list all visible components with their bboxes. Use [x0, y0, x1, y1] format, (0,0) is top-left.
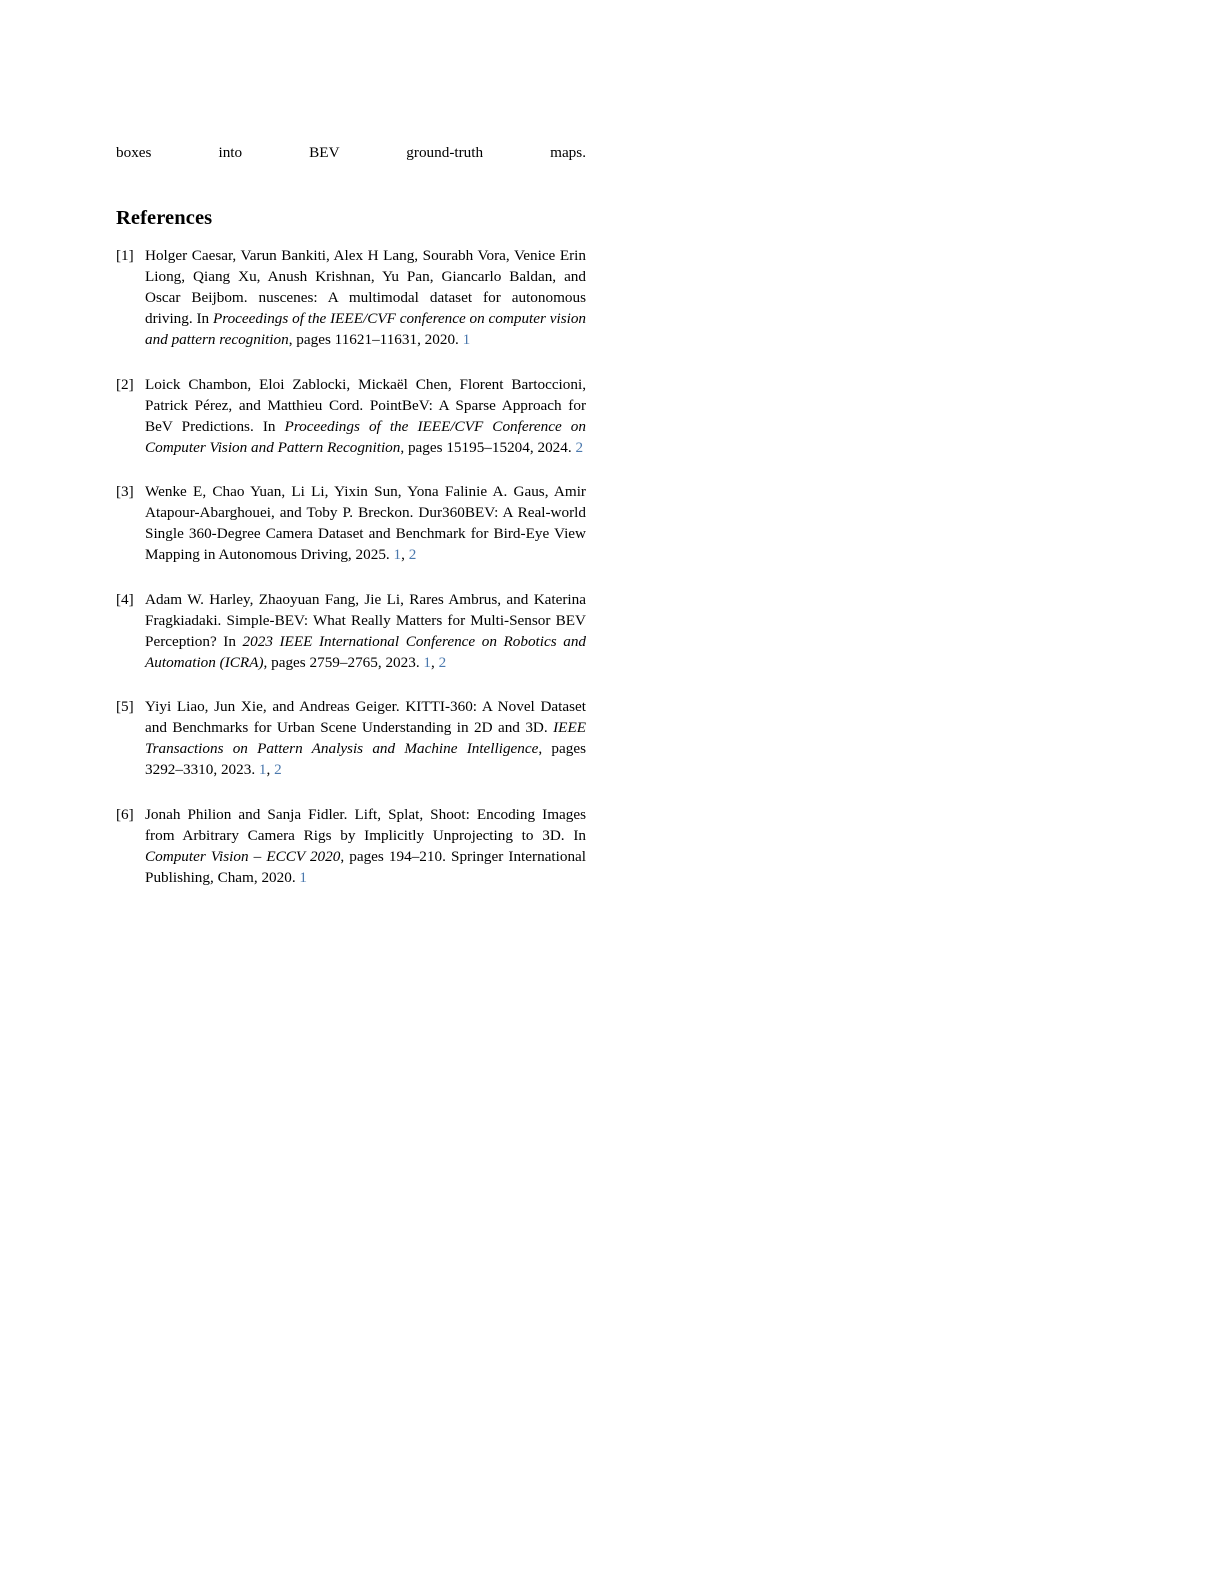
reference-text: Yiyi Liao, Jun Xie, and Andreas Geiger. KITTI-360: A Novel Dataset and Benchmarks for Urban Scene Understanding in 2D and 3D. IEEE Transactions on Pattern Analysis and Machine Intelligence, pages 3292–3310, 2023. 1, 2 [145, 698, 587, 778]
reference-entry [116, 589, 586, 694]
back-reference-link[interactable]: 2 [575, 438, 584, 456]
reference-pages: pages 11621–11631 [296, 331, 418, 348]
reference-pages: pages 15195–15204 [407, 438, 530, 456]
reference-text: Loick Chambon, Eloi Zablocki, Mickaël Chen, Florent Bartoccioni, Patrick Pérez, and Matthieu Cord. PointBeV: A Sparse Approach for BeV Predictions. In Proceedings of the IEEE/CVF Conference on Computer Vision and Pattern Recognition, pages 15195–15204, 2024. 2 [145, 375, 587, 456]
reference-title: PointBeV: A Sparse Approach for BeV Predictions. [145, 396, 587, 435]
reference-marker: [3] [116, 483, 134, 500]
reference-in-word: In [573, 826, 586, 844]
reference-entry [116, 696, 586, 801]
reference-marker: [2] [116, 375, 134, 393]
reference-entry [116, 374, 586, 479]
back-reference-separator: , [266, 761, 275, 778]
reference-authors: Holger Caesar, Varun Bankiti, Alex H Lang, Sourabh Vora, Venice Erin Liong, Qiang Xu, Anush Krishnan, Yu Pan, Giancarlo Baldan, and Oscar Beijbom. [145, 247, 586, 306]
continued-paragraph: boxes into BEV ground-truth maps. [116, 144, 586, 161]
back-reference-separator: , [431, 653, 439, 671]
reference-year: 2023. [385, 653, 420, 671]
reference-entry [116, 481, 586, 586]
reference-title: Dur360BEV: A Real-world Single 360-Degree Camera Dataset and Benchmark for Bird-Eye View Mapping in Autonomous Driving, [145, 504, 586, 563]
reference-venue: IEEE Transactions on Pattern Analysis and Machine Intelligence [145, 719, 587, 757]
reference-year: 2023. [220, 761, 256, 778]
text-column [116, 142, 586, 911]
reference-venue: Computer Vision – ECCV 2020 [145, 847, 341, 865]
reference-authors: Jonah Philion and Sanja Fidler. [145, 805, 348, 823]
back-reference-link[interactable]: 2 [438, 653, 447, 671]
reference-entry [116, 804, 586, 909]
reference-in-word: In [196, 310, 210, 327]
reference-text: Holger Caesar, Varun Bankiti, Alex H Lang, Sourabh Vora, Venice Erin Liong, Qiang Xu, Anush Krishnan, Yu Pan, Giancarlo Baldan, and Oscar Beijbom. nuscenes: A multimodal dataset for autonomous driving. In Proceedings of the IEEE/CVF conference on computer vision and pattern recognition, pages 11621–11631, 2020. 1 [145, 247, 587, 348]
reference-authors: Yiyi Liao, Jun Xie, and Andreas Geiger. [145, 698, 400, 715]
reference-title: Simple-BEV: What Really Matters for Multi-Sensor BEV Perception? [145, 611, 586, 650]
reference-year: 2025. [355, 546, 390, 563]
back-reference-link[interactable]: 2 [408, 546, 417, 563]
back-reference-link[interactable]: 1 [393, 546, 402, 563]
reference-year: Springer International Publishing, Cham, 2020. [145, 847, 586, 886]
reference-list [116, 245, 586, 909]
back-reference-link[interactable]: 1 [423, 653, 432, 671]
references-heading: References [116, 207, 213, 229]
back-reference-link[interactable]: 1 [462, 331, 471, 348]
reference-entry [116, 245, 586, 371]
reference-marker: [5] [116, 698, 134, 715]
reference-marker: [1] [116, 247, 134, 264]
reference-text: Adam W. Harley, Zhaoyuan Fang, Jie Li, Rares Ambrus, and Katerina Fragkiadaki. Simple-BEV: What Really Matters for Multi-Sensor BEV Perception? In 2023 IEEE International Conference on Robotics and Automation (ICRA), pages 2759–2765, 2023. 1, 2 [145, 590, 587, 671]
reference-venue: 2023 IEEE International Conference on Robotics and Automation (ICRA) [145, 632, 587, 671]
reference-pages: pages 3292–3310 [145, 740, 586, 778]
reference-venue: Proceedings of the IEEE/CVF Conference on Computer Vision and Pattern Recognition [145, 417, 586, 456]
reference-pages: pages 2759–2765 [271, 653, 378, 671]
reference-in-word: In [223, 632, 236, 650]
reference-text [145, 481, 586, 565]
reference-in-word: In [262, 417, 276, 435]
reference-marker: [4] [116, 590, 134, 608]
back-reference-link[interactable]: 1 [258, 761, 267, 778]
reference-title: nuscenes: A multimodal dataset for autonomous driving. [145, 289, 587, 327]
reference-venue: Proceedings of the IEEE/CVF conference on computer vision and pattern recognition [145, 310, 587, 348]
reference-text: Jonah Philion and Sanja Fidler. Lift, Splat, Shoot: Encoding Images from Arbitrary Camera Rigs by Implicitly Unprojecting to 3D. In Computer Vision – ECCV 2020, pages 194–210. Springer International Publishing, Cham, 2020. 1 [145, 805, 586, 886]
back-reference-link[interactable]: 1 [299, 868, 308, 886]
reference-authors: Adam W. Harley, Zhaoyuan Fang, Jie Li, Rares Ambrus, and Katerina Fragkiadaki. [145, 590, 586, 629]
reference-marker: [6] [116, 805, 134, 823]
reference-year: 2024. [537, 438, 572, 456]
reference-authors: Wenke E, Chao Yuan, Li Li, Yixin Sun, Yona Falinie A. Gaus, Amir Atapour-Abarghouei, and Toby P. Breckon. [145, 483, 586, 521]
reference-pages: pages 194–210. [349, 847, 446, 865]
reference-title: Lift, Splat, Shoot: Encoding Images from Arbitrary Camera Rigs by Implicitly Unprojecting to 3D. [145, 805, 586, 844]
reference-title: KITTI-360: A Novel Dataset and Benchmarks for Urban Scene Understanding in 2D and 3D. [145, 698, 586, 736]
back-reference-separator: , [401, 546, 409, 563]
reference-authors: Loick Chambon, Eloi Zablocki, Mickaël Chen, Florent Bartoccioni, Patrick Pérez, and Matthieu Cord. [145, 375, 586, 414]
back-reference-link[interactable]: 2 [274, 761, 282, 778]
reference-year: 2020. [424, 331, 459, 348]
